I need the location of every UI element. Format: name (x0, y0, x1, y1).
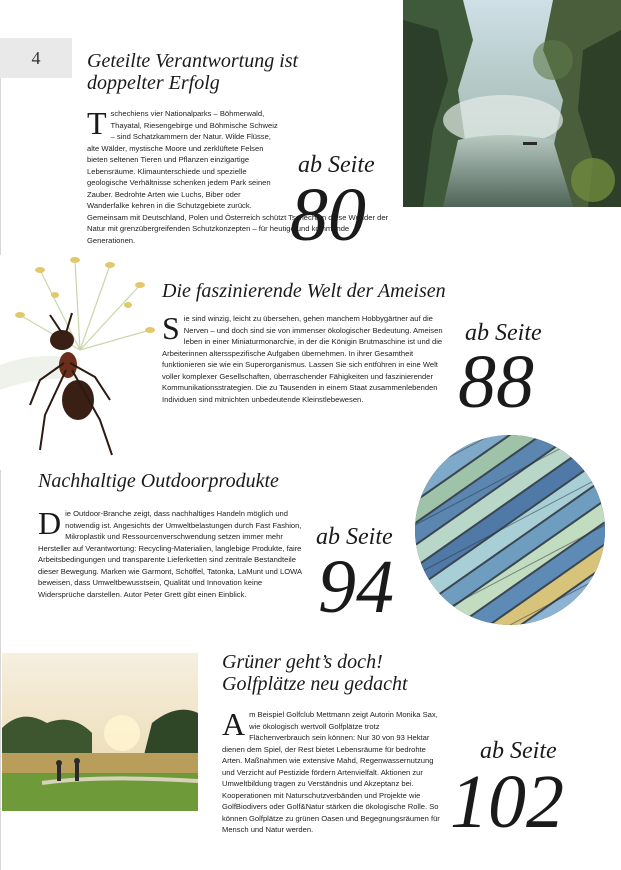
article-4-ab-seite: ab Seite (480, 738, 557, 764)
river-gorge-image (403, 0, 621, 207)
article-4-title-line-2: Golfplätze neu gedacht (222, 673, 408, 695)
article-4-title (222, 651, 408, 695)
article-3 (0, 460, 621, 640)
article-4 (0, 645, 621, 870)
ant-image (0, 255, 160, 470)
article-4-dropcap: A (222, 706, 246, 742)
article-1 (0, 0, 621, 260)
article-1-body: schechiens vier Nationalparks – Böhmerwald, Thayatal, Riesengebirge und Böhmische Schweiz – sind Schatzkammern der Natur. Wilde Flüsse, alte Wälder, mystische Moore und zerklüftete Felsen bieten seltenen Tieren und Pflanzen einzigartige Lebensräume. Klimaunterschiede und spezielle geologische Verhältnisse schenken jedem Park seinen Zauber. Bedrohte Arten wie Luchs, Biber oder Wanderfalke kehren in die Schutzgebiete zurück. Gemeinsam mit Deutschland, Polen und Österreich schützt Tschechien diese Wunder der Natur mit grenzübergreifenden Schutzkonzepten – für heutige und kommende Generationen. (87, 109, 389, 245)
article-2-title (162, 280, 446, 302)
article-1-title-line-1: Geteilte Verantwortung ist (87, 50, 299, 72)
article-2-ab-seite: ab Seite (465, 320, 542, 346)
article-2-title-line-1: Die faszinierende Welt der Ameisen (162, 280, 446, 302)
article-2-dropcap: S (162, 310, 180, 346)
article-1-title-line-2: doppelter Erfolg (87, 72, 220, 94)
article-1-page-ref[interactable]: 80 (290, 173, 366, 257)
article-3-page-ref[interactable]: 94 (318, 545, 394, 629)
article-1-dropcap: T (87, 105, 107, 141)
article-3-title (38, 470, 279, 492)
golf-course-image (2, 653, 198, 811)
article-2-body-wrap (162, 310, 448, 405)
article-3-title-line-1: Nachhaltige Outdoorprodukte (38, 470, 279, 492)
article-3-body: ie Outdoor-Branche zeigt, dass nachhaltiges Handeln möglich und notwendig ist. Angesichts der Umweltbelastungen durch Fast Fashion, Mikroplastik und Ressourcenverschwendung setzen immer mehr Hersteller auf Verantwortung: Recycling-Materialien, langlebige Produkte, faire Arbeitsbedingungen und transparente Lieferketten sind zentrale Bestandteile dieser Bewegung. Marken wie Garmont, Schöffel, Tatonka, LaMunt und LOWA beweisen, dass Umweltbewusstsein, Qualität und Innovation keine Widersprüche darstellen. Autor Peter Grett gibt einen Einblick. (38, 509, 302, 599)
article-4-title-line-1: Grüner geht’s doch! (222, 651, 383, 673)
page-number: 4 (0, 38, 72, 78)
thread-spools-image (415, 435, 605, 625)
article-3-dropcap: D (38, 505, 62, 541)
article-2 (0, 255, 621, 455)
article-1-ab-seite: ab Seite (298, 152, 375, 178)
article-1-title (87, 50, 298, 94)
article-4-page-ref[interactable]: 102 (450, 760, 564, 844)
article-2-page-ref[interactable]: 88 (458, 340, 534, 424)
article-2-body: ie sind winzig, leicht zu übersehen, gehen manchem Hobbygärtner auf die Nerven – und doch sind sie von immenser ökologischer Bedeutung. Ameisen leben in einer Miniaturmonarchie, in der die Königin Brutmaschine ist und die Arbeiterinnen altersspezifische Aufgaben übernehmen. In ihrer Gesamtheit funktionieren sie wie ein Superorganismus. Lassen Sie sich entführen in eine Welt voller komplexer Gesellschaften, überraschender Fähigkeiten und faszinierender Kommunikationsstrategien. Die zu Tausenden in einem Staat zusammenlebenden Individuen sind mitnichten unbedeutende Kleinstlebewesen. (162, 314, 443, 404)
article-3-ab-seite: ab Seite (316, 524, 393, 550)
article-4-body: m Beispiel Golfclub Mettmann zeigt Autorin Monika Sax, wie ökologisch wertvoll Golfplätze trotz Flächenverbrauch sein können: Nur 30 von 93 Hektar dienen dem Spiel, der Rest bietet Lebensräume für bedrohte Arten. Maßnahmen wie extensive Mahd, Regenwassernutzung und Verzicht auf Pestizide fördern Artenvielfalt. Aktionen zur Umweltbildung tragen zu Verständnis und Akzeptanz bei. Kooperationen mit Naturschutzverbänden und Projekte wie GolfBiodivers oder Golf&Natur stärken die ökologische Rolle. So können Golfplätze zu grünen Oasen und Begegnungsräumen für Mensch und Natur werden. (222, 710, 440, 834)
